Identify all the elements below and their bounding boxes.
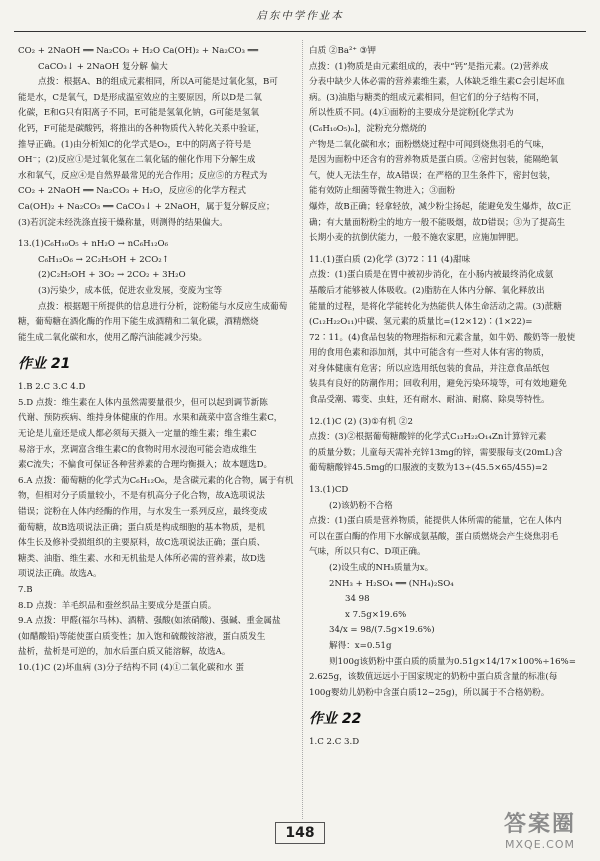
text-line: 2.625g，该数值远远小于国家规定的奶粉中蛋白质含量的标准(每 bbox=[309, 672, 558, 683]
text-line: OH⁻；(2)反应①是过氧化氢在二氧化锰的催化作用下分解生成 bbox=[18, 155, 256, 166]
section-heading: 作业 21 bbox=[18, 356, 71, 373]
watermark-text: 答案圈 bbox=[503, 812, 576, 837]
answer-line: 1.B 2.C 3.C 4.D bbox=[18, 382, 86, 393]
equation-line: x 7.5g×19.6% bbox=[345, 609, 407, 620]
text-line: 能生成二氧化碳和水，使用乙醇汽油能减少污染。 bbox=[18, 332, 208, 343]
text-line: CO₂ + 2NaOH ══ Na₂CO₃ + H₂O Ca(OH)₂ + Na₂CO₃ ══ bbox=[18, 46, 259, 56]
question-line: 13.(1)C₆H₁₀O₅ + nH₂O → nC₆H₁₂O₆ bbox=[18, 239, 169, 250]
text-line: (C₆H₁₀O₅)ₙ]，淀粉充分燃烧的 bbox=[309, 123, 427, 134]
explanation-line: 点拨：(1)物质是由元素组成的，表中“钙”是指元素。(2)营养成 bbox=[309, 61, 549, 72]
answer-line: 9.A 点拨：甲醛(福尔马林)、酒精、强酸(如浓硝酸)、强碱、重金属盐 bbox=[18, 616, 281, 627]
page-header: 启东中学作业本 bbox=[256, 10, 344, 22]
text-line: 推导正确。(1)由分析知C的化学式是O₂，E中的阴离子符号是 bbox=[18, 139, 252, 150]
text-line: 分表中缺少人体必需的营养素维生素，人体缺乏维生素C会引起坏血 bbox=[309, 77, 565, 88]
explanation-line: 点拨：(1)蛋白质是在胃中被初步消化，在小肠内被最终消化成氨 bbox=[309, 270, 554, 281]
text-line: 长期小麦的抗倒伏能力，一般不施农家肥，应施加钾肥。 bbox=[309, 233, 524, 244]
equation-line: (2)C₂H₅OH + 3O₂ → 2CO₂ + 3H₂O bbox=[38, 270, 186, 281]
section-heading: 作业 22 bbox=[309, 711, 362, 728]
text-line: 确；有大量面粉粉尘的地方一般不能吸烟，故D错误；③为了提高生 bbox=[309, 217, 566, 228]
text-line: 对身体健康有危害；所以应选用纸包装的食品，并注意食品纸包 bbox=[309, 363, 550, 374]
text-line: 代谢、预防疾病、维持身体健康的作用。水果和蔬菜中富含维生素C， bbox=[18, 413, 283, 424]
text-line: 能有效防止细菌等微生物进入；③面粉 bbox=[309, 186, 456, 197]
text-line: 可以在蛋白酶的作用下水解成氨基酸，蛋白质燃烧会产生烧焦羽毛 bbox=[309, 531, 559, 542]
text-line: 的质量分数；儿童每天需补充锌13mg的锌，需要服每支(20mL)含 bbox=[309, 447, 563, 458]
text-line: 素C流失；不偏食可保证各种营养素的合理均衡摄入；故本题选D。 bbox=[18, 460, 273, 471]
text-line: 病。(3)油脂与糖类的组成元素相同，但它们的分子结构不同， bbox=[309, 92, 545, 103]
text-line: (3)若沉淀未经洗涤直接干燥称量，则测得的结果偏大。 bbox=[18, 217, 228, 228]
text-line: 爆炸，故B正确；轻拿轻放，减少粉尘扬起，能避免发生爆炸，故C正 bbox=[309, 201, 572, 212]
text-line: 72∶11。(4)食品包装的物理指标和元素含量，如牛奶、酸奶等一般使 bbox=[309, 332, 576, 343]
watermark-url: MXQE.COM bbox=[505, 838, 575, 851]
text-line: 项说法正确。故选A。 bbox=[18, 569, 102, 580]
text-line: 易溶于水，烹调富含维生素C的食物时用水浸泡可能会造成维生 bbox=[18, 444, 257, 455]
answer-line: 8.D 点拨：羊毛织品和蚕丝织品主要成分是蛋白质。 bbox=[18, 600, 217, 611]
answer-line: 12.(1)C (2) (3)①有机 ②2 bbox=[309, 416, 413, 427]
text-line: (如醋酸铅)等能使蛋白质变性；加入饱和硫酸铵溶液，蛋白质发生 bbox=[18, 631, 266, 642]
left-column bbox=[18, 44, 294, 849]
answer-line: 5.D 点拨：维生素在人体内虽然需要量很少，但可以起到调节新陈 bbox=[18, 397, 268, 408]
text-line: 所以性质不同。(4)①面粉的主要成分是淀粉[化学式为 bbox=[309, 108, 514, 119]
text-line: 基酸后才能够被人体吸收。(2)脂肪在人体内分解、氧化释放出 bbox=[309, 285, 545, 296]
header-rule bbox=[14, 31, 586, 32]
equation-line: C₆H₁₂O₆ → 2C₂H₅OH + 2CO₂↑ bbox=[38, 254, 169, 265]
text-line: Ca(OH)₂ + Na₂CO₃ ══ CaCO₃↓ + 2NaOH，属于复分解反应； bbox=[18, 201, 275, 212]
text-line: 产物是二氧化碳和水；面粉燃烧过程中可闻到烧焦羽毛的气味， bbox=[309, 139, 550, 150]
answer-line: 1.C 2.C 3.D bbox=[309, 737, 360, 748]
equation-line: 2NH₃ + H₂SO₄ ══ (NH₄)₂SO₄ bbox=[329, 578, 454, 589]
text-line: 水和氧气，反应④是自然界最常见的光合作用；反应⑤的方程式为 bbox=[18, 170, 268, 181]
text-line: 解得：x=0.51g bbox=[329, 640, 392, 651]
text-line: 无论是儿童还是成人都必须每天摄入一定量的维生素；维生素C bbox=[18, 429, 257, 440]
text-line: 白质 ②Ba²⁺ ③钾 bbox=[309, 46, 376, 56]
text-line: (2)设生成的NH₃质量为x。 bbox=[329, 563, 434, 573]
explanation-line: 点拨：根据题干所提供的信息进行分析，淀粉能与水反应生成葡萄 bbox=[38, 301, 288, 312]
answer-line: 6.A 点拨：葡萄糖的化学式为C₆H₁₂O₆，是含碳元素的化合物，属于有机 bbox=[18, 475, 294, 486]
right-column bbox=[309, 44, 585, 784]
text-line: 能量的过程，是将化学能转化为热能供人体生命活动之需。(3)蔗糖 bbox=[309, 301, 562, 312]
text-line: 化碳，E和G只有阳离子不同，E可能是氢氧化钠，G可能是氢氧 bbox=[18, 108, 260, 119]
text-line: 能是水，C是氧气，D是形成温室效应的主要原因，所以D是二氧 bbox=[18, 92, 262, 103]
text-line: 是因为面粉中还含有的营养物质是蛋白质。②密封包装，能隔绝氧 bbox=[309, 155, 559, 166]
text-line: CO₂ + 2NaOH ══ Na₂CO₃ + H₂O，反应⑥的化学方程式 bbox=[18, 186, 246, 197]
explanation-line: 点拨：根据A、B的组成元素相同，所以A可能是过氧化氢，B可 bbox=[38, 77, 278, 88]
answer-line: 13.(1)CD bbox=[309, 485, 349, 496]
text-line: CaCO₃↓ + 2NaOH 复分解 偏大 bbox=[38, 61, 168, 72]
equation-line: 34/x = 98/(7.5g×19.6%) bbox=[329, 625, 435, 636]
text-line: 体生长及修补受损组织的主要原料，故C选项说法正确；蛋白质、 bbox=[18, 538, 266, 549]
explanation-line: 点拨：(1)蛋白质是营养物质，能提供人体所需的能量，它在人体内 bbox=[309, 516, 562, 527]
column-divider bbox=[302, 40, 303, 819]
text-line: 葡萄糖，故B选项说法正确；蛋白质是构成细胞的基本物质，是机 bbox=[18, 522, 265, 533]
text-line: 气，使人无法生存，故A错误；在严格的卫生条件下，密封包装， bbox=[309, 170, 556, 181]
page-number: 148 bbox=[275, 822, 325, 844]
text-line: 错误；淀粉在人体内经酶的作用，与水发生一系列反应，最终变成 bbox=[18, 507, 268, 518]
text-line: 盐析，盐析是可逆的，加水后蛋白质又能溶解，故选A。 bbox=[18, 647, 231, 658]
text-line: (3)污染少，成本低，促进农业发展，变废为宝等 bbox=[38, 285, 223, 296]
text-line: 气味，所以只有C、D项正确。 bbox=[309, 547, 426, 558]
text-line: 糖，葡萄糖在酒化酶的作用下能生成酒精和二氧化碳，酒精燃烧 bbox=[18, 317, 259, 328]
text-line: 食品受潮、霉变、虫蛀，还有耐水、耐油、耐腐、除臭等特性。 bbox=[309, 395, 550, 406]
watermark-logo bbox=[490, 812, 590, 858]
answer-line: 10.(1)C (2)坏血病 (3)分子结构不同 (4)①二氧化碳和水 蛋 bbox=[18, 662, 244, 673]
explanation-line: 点拨：(3)②根据葡萄糖酸锌的化学式C₁₂H₂₂O₁₄Zn计算锌元素 bbox=[309, 432, 547, 443]
answer-line: (2)该奶粉不合格 bbox=[329, 500, 393, 511]
text-line: 葡萄糖酸锌45.5mg的口服液的支数为13÷(45.5×65/455)=2 bbox=[309, 463, 548, 474]
text-line: 糖类、油脂、维生素、水和无机盐是人体所必需的营养素，故D选 bbox=[18, 553, 266, 564]
text-line: 用的食用色素和添加剂，其中可能含有一些对人体有害的物质， bbox=[309, 348, 550, 359]
equation-line: 34 98 bbox=[345, 594, 370, 605]
text-line: 化钙，F可能是碳酸钙，将推出的各种物质代入转化关系中验证， bbox=[18, 123, 265, 134]
text-line: 物，但相对分子质量较小，不是有机高分子化合物，故A选项说法 bbox=[18, 491, 265, 502]
text-line: 100g婴幼儿奶粉中含蛋白质12~25g)，所以属于不合格奶粉。 bbox=[309, 687, 550, 698]
text-line: 装具有良好的防潮作用；回收利用，避免污染环境等，可有效地避免 bbox=[309, 379, 567, 390]
answer-line: 11.(1)蛋白质 (2)化学 (3)72∶11 (4)甜味 bbox=[309, 254, 471, 265]
answer-line: 7.B bbox=[18, 585, 33, 595]
text-line: (C₁₂H₂₂O₁₁)中碳、氢元素的质量比=(12×12)∶(1×22)= bbox=[309, 317, 533, 328]
text-line: 则100g该奶粉中蛋白质的质量为0.51g×14/17×100%÷16%= bbox=[329, 656, 576, 667]
